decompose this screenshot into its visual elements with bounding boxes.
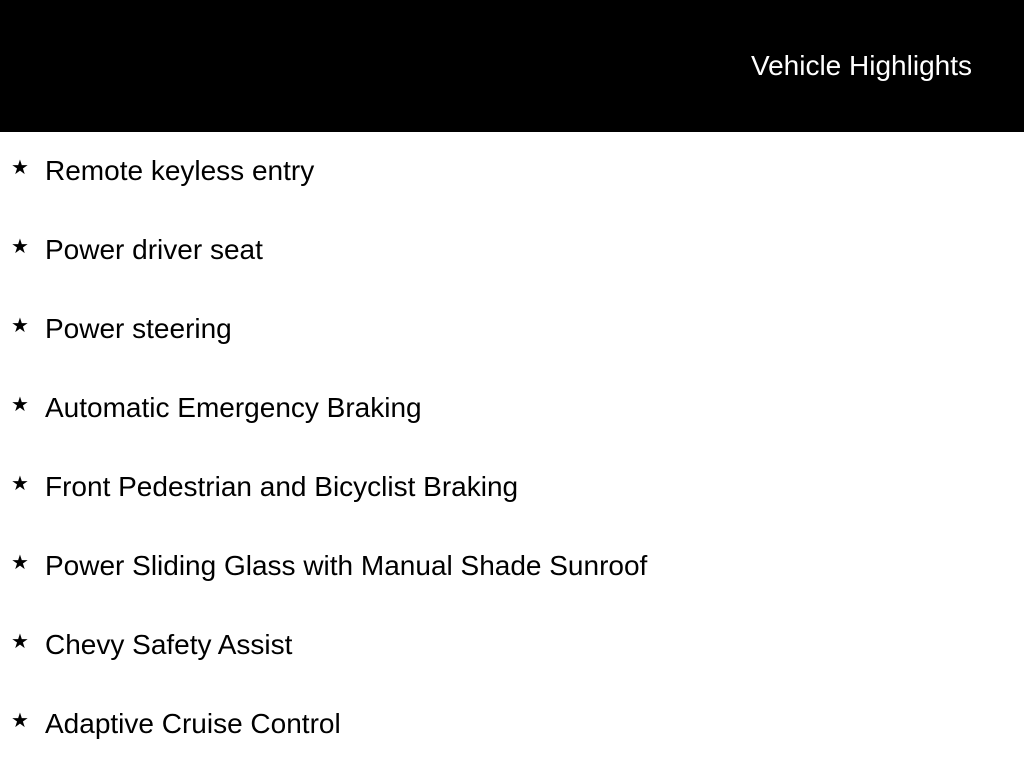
highlight-label: Automatic Emergency Braking <box>45 392 422 423</box>
page-title: Vehicle Highlights <box>750 50 972 81</box>
star-icon: ★ <box>11 157 29 179</box>
list-item <box>0 132 1024 211</box>
highlight-label: Power driver seat <box>45 234 263 265</box>
list-item <box>0 448 1024 527</box>
list-item <box>0 685 1024 764</box>
highlight-label: Remote keyless entry <box>45 155 315 186</box>
list-item <box>0 606 1024 685</box>
star-icon: ★ <box>11 473 29 495</box>
star-icon: ★ <box>11 236 29 258</box>
list-item <box>0 290 1024 369</box>
star-icon: ★ <box>11 631 29 653</box>
highlight-label: Front Pedestrian and Bicyclist Braking <box>45 471 519 502</box>
star-icon: ★ <box>11 552 29 574</box>
star-icon: ★ <box>11 315 29 337</box>
header-bar <box>0 0 1024 132</box>
list-item <box>0 369 1024 448</box>
highlight-label: Chevy Safety Assist <box>45 629 293 660</box>
star-icon: ★ <box>11 394 29 416</box>
highlights-list <box>0 132 1024 764</box>
highlight-label: Adaptive Cruise Control <box>45 708 341 739</box>
highlight-label: Power Sliding Glass with Manual Shade Sunroof <box>45 550 648 581</box>
list-item <box>0 527 1024 606</box>
list-item <box>0 211 1024 290</box>
highlight-label: Power steering <box>45 313 232 344</box>
star-icon: ★ <box>11 710 29 732</box>
